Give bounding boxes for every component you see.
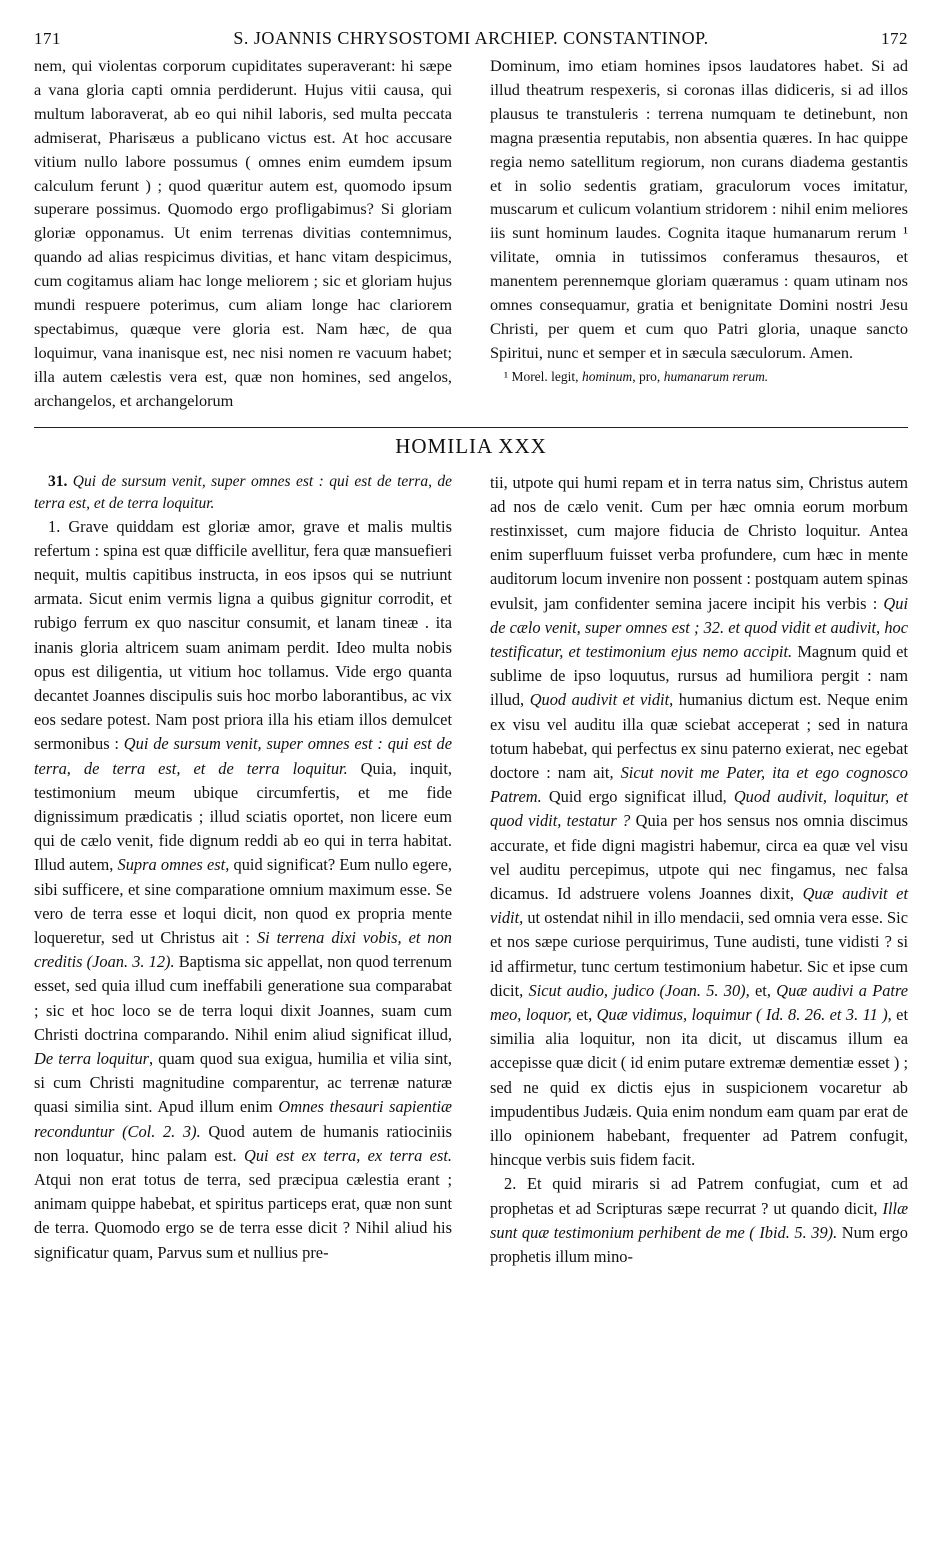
running-title: S. JOANNIS CHRYSOSTOMI ARCHIEP. CONSTANTINOP. [233, 28, 709, 48]
text-run: et, [749, 980, 777, 1000]
top-right-text: Dominum, imo etiam homines ipsos laudatores habet. Si ad illud theatrum respexeris, si coronas illas didiceris, si ad illos plausus te transtuleris : terrena numquam te detinebunt, non magna præsentia reputabis, non absentia quæres. In hac quippe regia nemo satellitum regiorum, non curans diadema gestantis et in solio sedentis gratiam, graculorum voces imitatur, muscarum et culicum volantium stridorem : nihil enim meliores iis sunt hominum laudes. Cognita itaque humanarum rerum ¹ vilitate, omnia in tutissimos conferamus thesauros, et manentem perennemque gloriam quæramus : quam utinam nos omnes consequamur, gratia et benignitate Domini nostri Jesu Christi, per quem et cum quo Patri gloria, unaque sancto Spiritui, nunc et semper et in sæcula sæculorum. Amen. [490, 56, 908, 362]
bottom-section [34, 471, 908, 1270]
verse-heading [34, 471, 452, 515]
bottom-right-column [490, 471, 908, 1270]
quote: Quæ audivit et vidit, [490, 884, 908, 928]
verse-text: Qui de sursum venit, super omnes est : qui est de terra, de terra est, et de terra loquitur. [34, 472, 452, 512]
top-section [34, 54, 908, 413]
footnote-text-b: hominum [581, 368, 633, 384]
text-run: tii, utpote qui humi repam et in terra natus sim, Christus autem ad nos de cælo venit. Cum per hæc omnia eorum morbum restinxisset, cum majore fiducia de Christo loquitur. Antea enim superfluum fuisset verba profundere, cum hæc in mente auditorum locum invenire non possent : postquam autem spinas evulsit, jam confidenter semina jacere incipit his verbis : [490, 472, 908, 613]
top-left-column [34, 54, 452, 413]
text-run: 1. Grave quiddam est gloriæ amor, grave et malis multis refertum : spina est quæ difficile avellitur, fera quæ mansuefieri nequit, multis capitibus instructa, in eos ipsos qui se nutriunt armata. Sicut enim vermis ligna a quibus gignitur corrodit, et rubigo ferrum ex quo nascitur consumit, et lanam tineæ . ita inanis gloria altricem suam animam perdit. Ideo multa nobis opus est diligentia, ut vitium hoc tollamus. Vide ergo quanta decantet Joannes discipulis suis hoc morbo laborantibus, ac vix eos sedare potest. Nam post priora illa his etiam illos demulcet sermonibus : [34, 516, 452, 754]
quote: Sicut novit me Pater, ita et ego cognosco Patrem. [490, 763, 908, 807]
quote: Quod audivit, loquitur, et quod vidit, testatur ? [490, 787, 908, 831]
quote: Quæ audivi a Patre meo, loquor, [490, 980, 909, 1025]
footnote [490, 367, 908, 387]
quote: Sicut audio, judico (Joan. 5. 30), [528, 980, 750, 1000]
text-run: Quid ergo significat illud, [541, 787, 734, 807]
quote: Si terrena dixi vobis, et non creditis (Joan. 3. 12). [34, 928, 452, 972]
quote: Omnes thesauri sapientiæ reconduntur (Col. 2. 3). [34, 1097, 452, 1141]
section-divider [34, 427, 908, 428]
quote: Quæ vidimus, loquimur ( Id. 8. 26. et 3. 11 ), [596, 1005, 892, 1025]
page-number-right: 172 [881, 29, 908, 48]
text-run: et, [571, 1005, 597, 1025]
homily-title: HOMILIA XXX [395, 433, 547, 458]
footnote-text-c: , pro, [632, 368, 664, 384]
text-run: 2. Et quid miraris si ad Patrem confugiat, cum et ad prophetas et ad Scripturas sæpe recurrat ? ut quando dicit, [490, 1174, 908, 1218]
text-run: Quia, inquit, testimonium meum ubique circumfertis, et me fide dignissimum prædicatis ; illud sciatis oportet, non licere eum qui de cælo venit, fide dignum reddi ab eo qui in terra habitat. Illud autem, [34, 758, 452, 875]
text-run: humanius dictum est. Neque enim ex visu vel auditu illa quæ sciebat acceperat ; sed in natura totum habebat, qui perfectus ex sinu paterno exierat, nec egebat doctore : nam ait, [490, 690, 909, 783]
text-run: ut ostendat nihil in illo mendacii, sed omnia vera esse. Sic et nos sæpe curiose perquirimus, Tune audisti, tune vidisti ? si id affirmetur, tunc certum testimonium habetur. Sic et ipse cum dicit, [490, 908, 908, 1000]
page-number-left: 171 [34, 29, 61, 48]
text-run: et similia alia loquitur, non ita dicit, ut discamus illum ea accepisse quæ dicit ( id enim putare extremæ dementiæ esset ) ; sed ne quid ex dictis ejus in suspicionem vocaretur ab impudentibus Judæis. Quia enim nondum eam quam par erat de illo opinionem habebant, frequenter ad Patrem confugit, hincque verbis suis fidem facit. [490, 1005, 908, 1170]
quote: Qui de sursum venit, super omnes est : qui est de terra, de terra est, et de terra loquitur. [34, 734, 452, 778]
quote: Qui est ex terra, ex terra est. [244, 1145, 452, 1165]
text-run: Quod autem de humanis ratiociniis non loquatur, hinc palam est. [34, 1121, 452, 1165]
verse-number: 31. [48, 472, 68, 490]
quote: Quod audivit et vidit, [529, 690, 674, 710]
text-run: , quam quod sua exigua, humilia et vilia sint, si cum Christi magnitudine comparentur, ac terrenæ naturæ quasi similia sint. Apud illum enim [34, 1049, 452, 1117]
quote: Illæ sunt quæ testimonium perhibent de me ( Ibid. 5. 39). [490, 1198, 908, 1242]
text-run: Num ergo prophetis illum mino- [490, 1222, 908, 1267]
quote: De terra loquitur [34, 1049, 150, 1069]
paragraph-1 [34, 515, 452, 1265]
quote: Supra omnes est, [117, 855, 230, 875]
paragraph-1-continued [490, 471, 908, 1173]
paragraph-2 [490, 1172, 908, 1269]
text-run: Atqui non erat totus de terra, sed præcipua cælestia erant ; animam quippe habebat, et spiritus particeps erat, quæ non sunt de terra. Quomodo ergo se de terra esse dicit ? Nihil aliud his significatur quam, Parvus sum et nullius pre- [34, 1170, 452, 1262]
top-left-text: nem, qui violentas corporum cupiditates superaverant: hi sæpe a vana gloria capti omnia perdiderunt. Hujus vitii causa, qui multum laboraverat, ab eo qui nihil laboris, sed multa peccata admiserat, Pharisæus a publicano victus est. At hoc accusare vitium nullo labore possumus ( omnes enim eumdem ipsum calculum ferunt ) ; quod quæritur autem est, quomodo ipsum superare possimus. Quomodo ergo profligabimus? Si gloriam gloriæ opponamus. Ut enim terrenas divitias contemnimus, quando ad alias respicimus divitias, et hanc vitam despicimus, cum cogitamus aliam hac longe meliorem ; sic et gloriam hujus mundi respuere poterimus, cum aliam longe hac clariorem spectabimus, quæque vere gloria est. Nam hæc, de qua loquimur, vana inanisque est, nec nisi nomen re vacuum habet; illa autem cælestis vera est, quæ non homines, sed angelos, archangelos, et archangelorum [34, 56, 452, 410]
footnote-text-a: Morel. legit, [508, 368, 582, 384]
text-run: Baptisma sic appellat, non quod terrenum esset, sed quia illud cum ineffabili generatione sua comparabat ; sic et hoc loco se de terra loqui dixit Joannes, suam cum Christi doctrina comparando. Nihil enim aliud significat illud, [34, 952, 452, 1044]
text-run: Magnum quid et sublime de ipso loquutus, rursus ad humiliora pergit : nam illud, [490, 642, 908, 710]
footnote-mark: ¹ [504, 368, 509, 384]
text-run: quid significat? Eum nullo egere, sibi sufficere, et sine comparatione omnium maximum esse. Se vero de terra esse et loqui dicit, non quod ex propria mente loqueretur, sed ut Christus ait : [34, 855, 452, 948]
top-right-column [490, 54, 908, 413]
footnote-text-d: humanarum rerum. [663, 368, 769, 384]
bottom-left-column [34, 471, 452, 1270]
quote: Qui de cælo venit, super omnes est ; 32. et quod vidit et audivit, hoc testificatur, et testimonium ejus nemo accipit. [490, 593, 908, 662]
text-run: Quia per hos sensus nos omnia discimus accurate, et fide digni magistri habemur, circa ea quæ vel visu vel auditu percepimus, utpote qui nec fingamus, nec falsa dicamus. Id adstruere volens Joannes dixit, [490, 811, 908, 904]
running-header [34, 28, 908, 54]
